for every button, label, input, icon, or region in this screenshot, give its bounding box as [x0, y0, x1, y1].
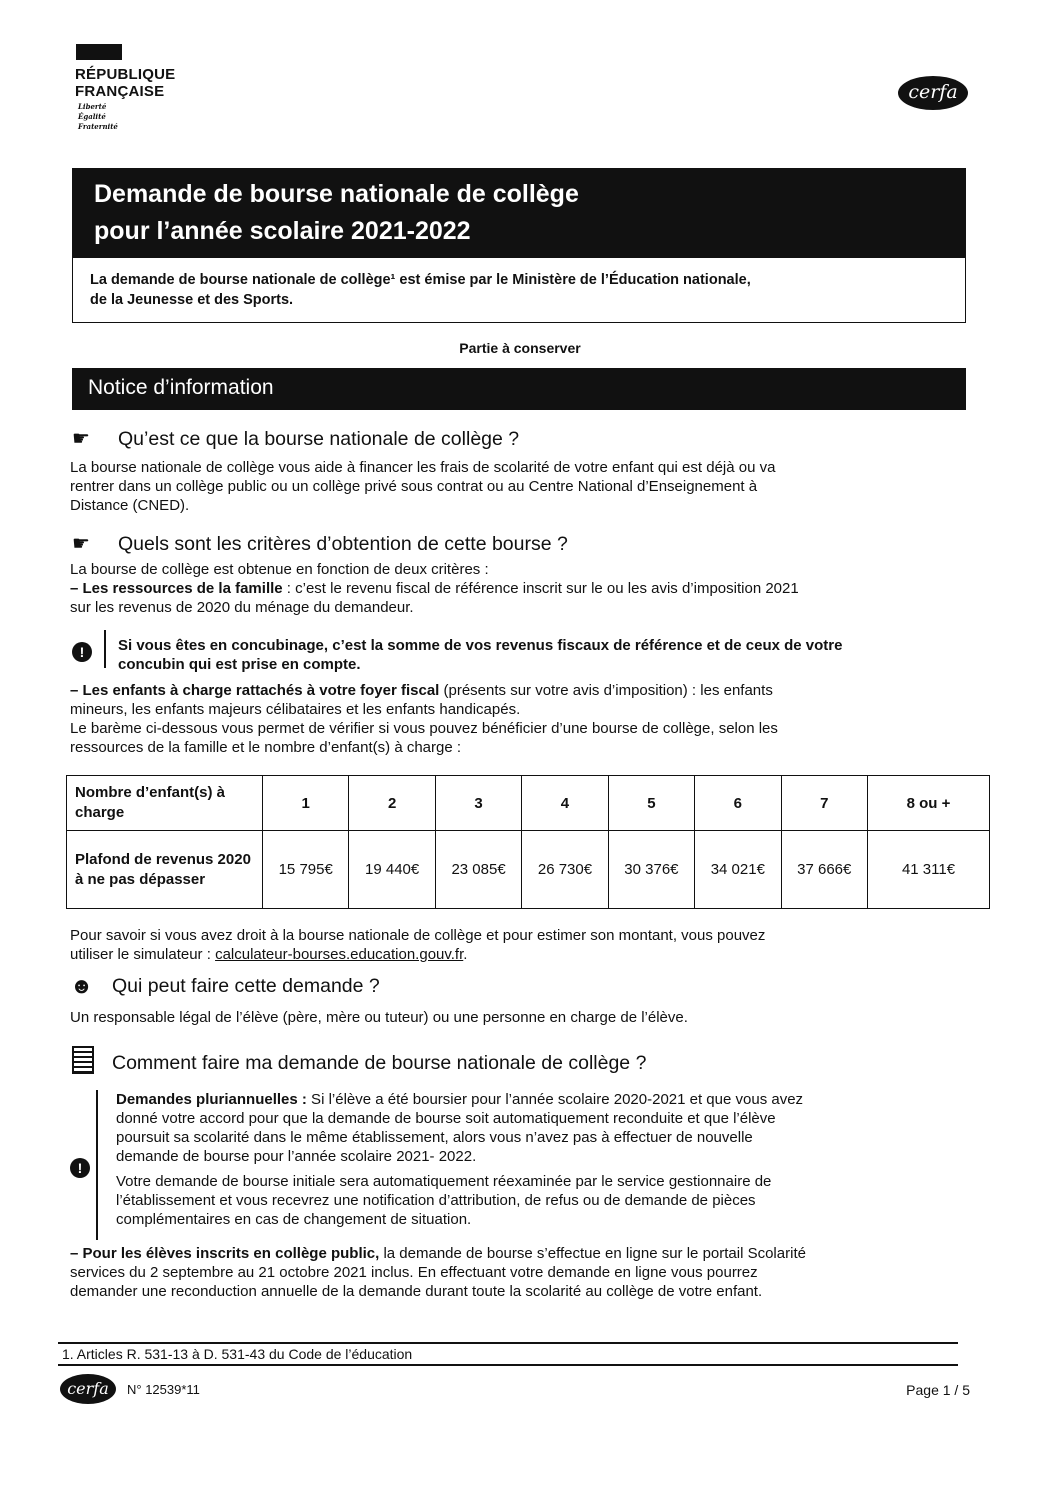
table-cell: 26 730€: [522, 831, 608, 909]
label: – Pour les élèves inscrits en collège public,: [70, 1245, 380, 1262]
text: .: [463, 946, 468, 963]
page-title: [72, 168, 966, 258]
page-number: Page 1 / 5: [906, 1382, 970, 1398]
cerfa-logo: cerfa: [60, 1374, 116, 1404]
pointing-hand-icon: ☛: [72, 533, 90, 555]
text-line: Le barème ci-dessous vous permet de vérifier si vous pouvez bénéficier d’une bourse de collège, selon les: [70, 720, 778, 737]
text-line: l’établissement et vous recevrez une notification d’attribution, de refus ou de demande de pièces: [116, 1192, 756, 1209]
text: utiliser le simulateur :: [70, 946, 216, 963]
text-line: demander une reconduction annuelle de la demande durant toute la scolarité au collège de votre enfant.: [70, 1283, 763, 1300]
table-cell: 4: [522, 776, 608, 831]
title-line1: Demande de bourse nationale de collège: [94, 180, 579, 208]
simulator-link[interactable]: calculateur-bourses.education.gouv.fr: [215, 946, 464, 963]
text-line: sur les revenus de 2020 du ménage du demandeur.: [70, 599, 414, 616]
republique-francaise-logo-text: [75, 66, 175, 100]
warning-text: [118, 636, 958, 674]
document-icon: [72, 1046, 94, 1074]
warning-icon: !: [72, 642, 92, 662]
footer-divider: [58, 1342, 958, 1344]
intro-line2: de la Jeunesse et des Sports.: [90, 292, 294, 308]
row-header: Plafond de revenus 2020 à ne pas dépasser: [67, 831, 263, 909]
section-heading: Qu’est ce que la bourse nationale de collège ?: [118, 428, 520, 450]
table-cell: 1: [263, 776, 349, 831]
section-heading: Quels sont les critères d’obtention de cette bourse ?: [118, 533, 568, 555]
table-cell: 3: [435, 776, 521, 831]
child-face-icon: ☻: [70, 973, 94, 998]
section-heading: Qui peut faire cette demande ?: [112, 975, 380, 997]
label: Demandes pluriannuelles :: [116, 1091, 307, 1108]
income-ceiling-table: [66, 775, 990, 909]
warning-icon: !: [70, 1158, 90, 1178]
marianne-logo: [76, 44, 122, 60]
table-cell: 8 ou +: [868, 776, 990, 831]
section-heading: Comment faire ma demande de bourse nationale de collège ?: [112, 1052, 647, 1074]
table-cell: 6: [695, 776, 781, 831]
section-text: [70, 681, 950, 757]
table-cell: 2: [349, 776, 435, 831]
text-line: donné votre accord pour que la demande de bourse soit automatiquement reconduite et que l’élève: [116, 1110, 776, 1127]
text: Si l’élève a été boursier pour l’année scolaire 2020-2021 et que vous avez: [306, 1091, 804, 1108]
devise-1: Liberté: [78, 102, 107, 111]
criterion-text: (présents sur votre avis d’imposition) : les enfants: [439, 682, 773, 699]
text-line: La bourse de collège est obtenue en fonction de deux critères :: [70, 561, 489, 578]
table-row: [67, 831, 990, 909]
table-cell: 41 311€: [868, 831, 990, 909]
devise-2: Égalité: [78, 112, 106, 121]
text-line: rentrer dans un collège public ou un collège privé sous contrat ou au Centre National d’Enseignement à: [70, 478, 758, 495]
intro-line1: La demande de bourse nationale de collège¹ est émise par le Ministère de l’Éducation nationale,: [90, 272, 751, 288]
section-text: Un responsable légal de l’élève (père, mère ou tuteur) ou une personne en charge de l’élève.: [70, 1009, 688, 1026]
text-line: services du 2 septembre au 21 octobre 2021 inclus. En effectuant votre demande en ligne vous pourrez: [70, 1264, 758, 1281]
table-cell: 5: [608, 776, 694, 831]
devise: [78, 102, 118, 132]
table-cell: 15 795€: [263, 831, 349, 909]
section-text: [70, 458, 950, 515]
text-line: [70, 579, 950, 598]
table-cell: 37 666€: [781, 831, 867, 909]
text-line: mineurs, les enfants majeurs célibataires et les enfants handicapés.: [70, 701, 521, 718]
footnote: 1. Articles R. 531-13 à D. 531-43 du Code de l’éducation: [62, 1346, 413, 1362]
text-line: Si vous êtes en concubinage, c’est la somme de vos revenus fiscaux de référence et de ceux de votre: [118, 637, 843, 654]
text-line: ressources de la famille et le nombre d’enfant(s) à charge :: [70, 739, 462, 756]
form-number: N° 12539*11: [127, 1382, 200, 1397]
partie-label: Partie à conserver: [459, 340, 581, 356]
title-line2: pour l’année scolaire 2021-2022: [94, 217, 471, 245]
text-line: demande de bourse pour l’année scolaire 2021- 2022.: [116, 1148, 477, 1165]
divider: [96, 1090, 98, 1240]
table-cell: 30 376€: [608, 831, 694, 909]
text-line: La bourse nationale de collège vous aide à financer les frais de scolarité de votre enfant qui est déjà ou va: [70, 459, 776, 476]
pointing-hand-icon: ☛: [72, 428, 90, 450]
divider: [104, 630, 106, 668]
text-line: Pour savoir si vous avez droit à la bourse nationale de collège et pour estimer son montant, vous pouvez: [70, 927, 766, 944]
table-cell: 23 085€: [435, 831, 521, 909]
criterion-label: – Les ressources de la famille: [70, 580, 283, 597]
notice-title: Notice d’information: [72, 368, 966, 410]
rf-line2: FRANÇAISE: [75, 83, 165, 100]
row-header: Nombre d’enfant(s) à charge: [67, 776, 263, 831]
text-line: complémentaires en cas de changement de situation.: [116, 1211, 472, 1228]
pluriannual-text: [116, 1090, 966, 1229]
table-cell: 7: [781, 776, 867, 831]
devise-3: Fraternité: [78, 122, 118, 131]
table-cell: 19 440€: [349, 831, 435, 909]
rf-line1: RÉPUBLIQUE: [75, 66, 176, 83]
cerfa-logo: cerfa: [898, 76, 968, 110]
table-row: [67, 776, 990, 831]
text-line: concubin qui est prise en compte.: [118, 656, 361, 673]
simulator-text: [70, 926, 950, 964]
text-line: poursuit sa scolarité dans le même établissement, alors vous n’avez pas à effectuer de nouvelle: [116, 1129, 753, 1146]
table-cell: 34 021€: [695, 831, 781, 909]
criterion-text: : c’est le revenu fiscal de référence inscrit sur le ou les avis d’imposition 2021: [282, 580, 799, 597]
footer-divider: [58, 1364, 958, 1366]
criterion-label: – Les enfants à charge rattachés à votre foyer fiscal: [70, 682, 440, 699]
public-college-text: [70, 1244, 950, 1301]
text-line: Votre demande de bourse initiale sera automatiquement réexaminée par le service gestionnaire de: [116, 1173, 772, 1190]
section-text: [70, 560, 950, 617]
text-line: Distance (CNED).: [70, 497, 190, 514]
intro-box: [72, 258, 966, 323]
text: la demande de bourse s’effectue en ligne sur le portail Scolarité: [379, 1245, 806, 1262]
